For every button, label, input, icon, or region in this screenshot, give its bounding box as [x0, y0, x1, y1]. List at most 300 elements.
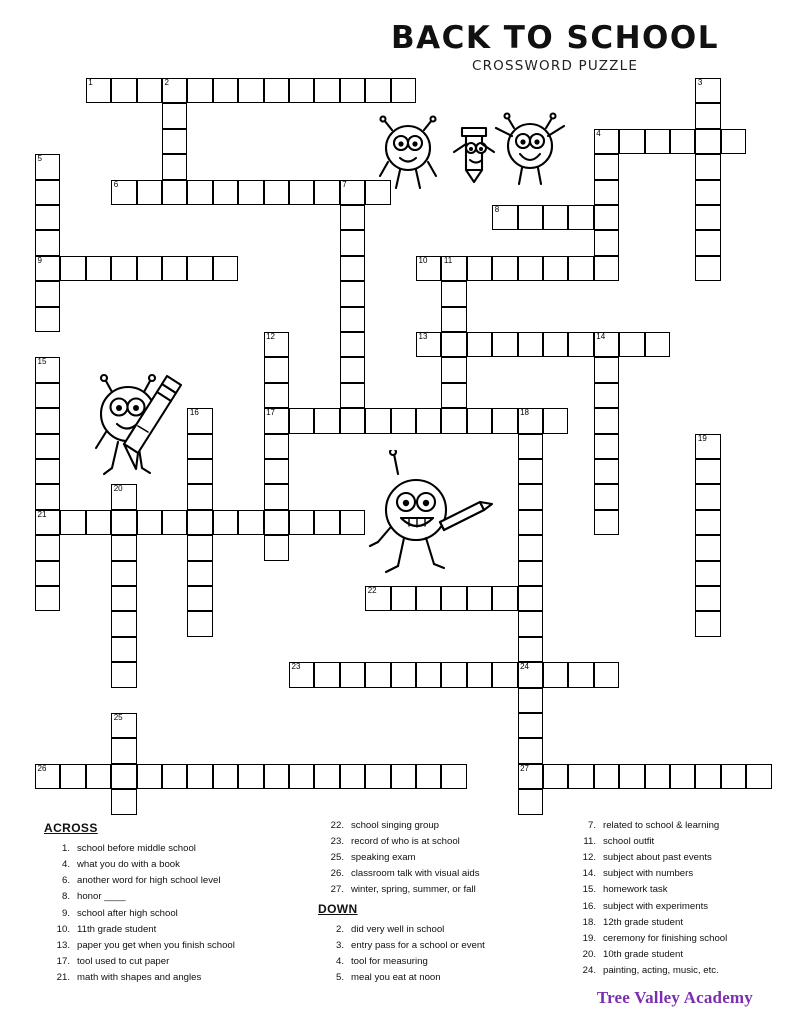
cell-number: 12	[266, 332, 275, 341]
crossword-cell[interactable]	[213, 78, 238, 103]
crossword-cell[interactable]	[518, 535, 543, 560]
crossword-cell[interactable]	[111, 180, 136, 205]
crossword-cell[interactable]	[543, 662, 568, 687]
crossword-cell[interactable]	[187, 611, 212, 636]
crossword-cell[interactable]	[594, 256, 619, 281]
crossword-cell[interactable]	[695, 129, 720, 154]
crossword-cell[interactable]	[238, 764, 263, 789]
crossword-cell[interactable]	[568, 662, 593, 687]
clue-item	[44, 889, 306, 905]
brand-label: Tree Valley Academy	[596, 988, 753, 1007]
crossword-cell[interactable]	[86, 510, 111, 535]
crossword-cell[interactable]	[594, 764, 619, 789]
clue-number: 20.	[582, 948, 596, 960]
clue-item	[44, 938, 306, 954]
crossword-cell[interactable]	[695, 764, 720, 789]
crossword-cell[interactable]	[289, 662, 314, 687]
crossword-cell[interactable]	[543, 764, 568, 789]
crossword-cell[interactable]	[467, 662, 492, 687]
crossword-cell[interactable]	[187, 78, 212, 103]
crossword-cell[interactable]	[594, 510, 619, 535]
clue-item	[570, 915, 791, 931]
crossword-cell[interactable]	[314, 662, 339, 687]
crossword-cell[interactable]	[340, 78, 365, 103]
crossword-cell[interactable]	[264, 180, 289, 205]
mascot-runner-icon	[368, 450, 498, 590]
crossword-cell[interactable]	[441, 764, 466, 789]
crossword-cell[interactable]	[365, 408, 390, 433]
crossword-cell[interactable]	[111, 535, 136, 560]
crossword-cell[interactable]	[111, 510, 136, 535]
crossword-cell[interactable]	[162, 180, 187, 205]
crossword-cell[interactable]	[518, 688, 543, 713]
clue-item	[570, 882, 791, 898]
clue-item	[570, 963, 791, 979]
clue-item	[44, 906, 306, 922]
crossword-cell[interactable]	[518, 611, 543, 636]
crossword-cell[interactable]	[314, 180, 339, 205]
crossword-cell[interactable]	[695, 205, 720, 230]
clue-text: painting, acting, music, etc.	[603, 964, 719, 976]
clue-item	[44, 841, 306, 857]
clue-column-1	[44, 818, 306, 986]
crossword-cell[interactable]	[289, 510, 314, 535]
crossword-cell[interactable]	[35, 307, 60, 332]
clue-text: entry pass for a school or event	[351, 939, 485, 951]
clue-number: 4.	[335, 955, 344, 967]
crossword-cell[interactable]	[35, 281, 60, 306]
crossword-cell[interactable]	[111, 662, 136, 687]
mascot-with-pencil-icon	[88, 366, 203, 501]
clue-number: 25.	[330, 852, 344, 864]
crossword-cell[interactable]	[264, 78, 289, 103]
crossword-cell[interactable]	[467, 332, 492, 357]
crossword-cell[interactable]	[594, 332, 619, 357]
clue-text: subject with numbers	[603, 868, 694, 880]
crossword-cell[interactable]	[60, 510, 85, 535]
crossword-cell[interactable]	[162, 510, 187, 535]
clue-item	[318, 866, 566, 882]
clue-number: 6.	[61, 875, 70, 887]
clue-text: homework task	[603, 884, 668, 896]
crossword-cell[interactable]	[594, 434, 619, 459]
crossword-cell[interactable]	[35, 764, 60, 789]
crossword-cell[interactable]	[441, 383, 466, 408]
cell-number: 3	[697, 78, 703, 87]
crossword-cell[interactable]	[314, 764, 339, 789]
crossword-cell[interactable]	[289, 180, 314, 205]
crossword-cell[interactable]	[695, 256, 720, 281]
crossword-cell[interactable]	[746, 764, 771, 789]
crossword-cell[interactable]	[264, 357, 289, 382]
crossword-cell[interactable]	[543, 408, 568, 433]
crossword-cell[interactable]	[35, 357, 60, 382]
crossword-cell[interactable]	[314, 78, 339, 103]
clue-number: 16.	[582, 900, 596, 912]
crossword-cell[interactable]	[416, 764, 441, 789]
crossword-cell[interactable]	[213, 180, 238, 205]
crossword-cell[interactable]	[594, 662, 619, 687]
crossword-cell[interactable]	[594, 459, 619, 484]
crossword-cell[interactable]	[111, 789, 136, 814]
crossword-cell[interactable]	[340, 180, 365, 205]
crossword-cell[interactable]	[543, 332, 568, 357]
clue-number: 1.	[61, 843, 70, 855]
crossword-cell[interactable]	[187, 764, 212, 789]
crossword-cell[interactable]	[340, 256, 365, 281]
crossword-cell[interactable]	[467, 408, 492, 433]
crossword-cell[interactable]	[365, 662, 390, 687]
clue-text: 12th grade student	[603, 916, 684, 928]
clue-text: honor ____	[77, 891, 126, 903]
crossword-cell[interactable]	[594, 484, 619, 509]
crossword-cell[interactable]	[238, 180, 263, 205]
crossword-cell[interactable]	[35, 154, 60, 179]
crossword-cell[interactable]	[264, 764, 289, 789]
clue-text: 11th grade student	[77, 923, 157, 935]
crossword-cell[interactable]	[492, 256, 517, 281]
cell-number: 4	[596, 128, 601, 138]
crossword-cell[interactable]	[365, 764, 390, 789]
crossword-cell[interactable]	[695, 230, 720, 255]
crossword-cell[interactable]	[518, 205, 543, 230]
crossword-cell[interactable]	[518, 434, 543, 459]
crossword-cell[interactable]	[289, 764, 314, 789]
crossword-cell[interactable]	[416, 256, 441, 281]
crossword-cell[interactable]	[518, 764, 543, 789]
crossword-cell[interactable]	[543, 256, 568, 281]
crossword-cell[interactable]	[35, 459, 60, 484]
cell-number: 6	[113, 179, 119, 189]
cell-number: 16	[189, 408, 199, 418]
crossword-cell[interactable]	[187, 586, 212, 611]
clue-number: 15.	[582, 884, 596, 896]
crossword-cell[interactable]	[264, 535, 289, 560]
crossword-cell[interactable]	[492, 205, 517, 230]
crossword-cell[interactable]	[314, 510, 339, 535]
clue-text: school before middle school	[77, 843, 196, 855]
cell-number: 5	[37, 154, 42, 164]
crossword-cell[interactable]	[264, 408, 289, 433]
crossword-cell[interactable]	[568, 205, 593, 230]
crossword-cell[interactable]	[264, 434, 289, 459]
crossword-cell[interactable]	[619, 332, 644, 357]
cell-number: 2	[164, 78, 169, 87]
crossword-cell[interactable]	[695, 586, 720, 611]
crossword-cell[interactable]	[340, 408, 365, 433]
crossword-cell[interactable]	[695, 484, 720, 509]
crossword-cell[interactable]	[289, 78, 314, 103]
clue-number: 22.	[330, 820, 344, 831]
crossword-cell[interactable]	[568, 256, 593, 281]
crossword-cell[interactable]	[594, 383, 619, 408]
crossword-cell[interactable]	[60, 256, 85, 281]
crossword-cell[interactable]	[35, 484, 60, 509]
crossword-cell[interactable]	[35, 510, 60, 535]
crossword-cell[interactable]	[695, 611, 720, 636]
clue-item	[44, 922, 306, 938]
crossword-cell[interactable]	[162, 154, 187, 179]
clue-number: 8.	[61, 891, 70, 903]
crossword-cell[interactable]	[518, 713, 543, 738]
crossword-cell[interactable]	[645, 764, 670, 789]
crossword-cell[interactable]	[162, 129, 187, 154]
cell-number: 10	[418, 255, 428, 265]
crossword-cell[interactable]	[340, 205, 365, 230]
clue-column-2	[318, 818, 566, 986]
crossword-cell[interactable]	[111, 738, 136, 763]
crossword-cell[interactable]	[467, 256, 492, 281]
cell-number: 26	[37, 763, 47, 773]
crossword-cell[interactable]	[645, 129, 670, 154]
crossword-cell[interactable]	[60, 764, 85, 789]
crossword-cell[interactable]	[213, 510, 238, 535]
crossword-cell[interactable]	[340, 307, 365, 332]
crossword-cell[interactable]	[518, 561, 543, 586]
crossword-cell[interactable]	[111, 637, 136, 662]
crossword-cell[interactable]	[441, 408, 466, 433]
crossword-cell[interactable]	[213, 764, 238, 789]
crossword-cell[interactable]	[594, 230, 619, 255]
clue-text: paper you get when you finish school	[77, 939, 235, 951]
crossword-cell[interactable]	[289, 408, 314, 433]
clue-text: tool for measuring	[351, 955, 428, 967]
crossword-cell[interactable]	[86, 78, 111, 103]
clue-text: another word for high school level	[77, 875, 221, 887]
crossword-cell[interactable]	[594, 129, 619, 154]
crossword-cell[interactable]	[162, 103, 187, 128]
cell-number: 19	[697, 433, 707, 443]
crossword-cell[interactable]	[35, 230, 60, 255]
crossword-cell[interactable]	[594, 408, 619, 433]
clue-text: school after high school	[77, 907, 178, 919]
crossword-cell[interactable]	[314, 408, 339, 433]
crossword-cell[interactable]	[492, 662, 517, 687]
clue-item	[318, 850, 566, 866]
crossword-cell[interactable]	[137, 78, 162, 103]
crossword-cell[interactable]	[35, 383, 60, 408]
cell-number: 1	[88, 78, 93, 87]
crossword-cell[interactable]	[543, 205, 568, 230]
crossword-cell[interactable]	[695, 434, 720, 459]
title-main: BACK TO SCHOOL	[391, 20, 719, 56]
clue-text: school outfit	[603, 836, 655, 848]
crossword-cell[interactable]	[264, 459, 289, 484]
crossword-cell[interactable]	[594, 357, 619, 382]
crossword-cell[interactable]	[518, 256, 543, 281]
crossword-cell[interactable]	[187, 535, 212, 560]
crossword-cell[interactable]	[670, 129, 695, 154]
crossword-cell[interactable]	[594, 205, 619, 230]
crossword-cell[interactable]	[187, 180, 212, 205]
crossword-cell[interactable]	[340, 383, 365, 408]
crossword-cell[interactable]	[340, 510, 365, 535]
clue-text: classroom talk with visual aids	[351, 868, 480, 880]
crossword-cell[interactable]	[238, 78, 263, 103]
crossword-cell[interactable]	[518, 662, 543, 687]
crossword-cell[interactable]	[391, 764, 416, 789]
crossword-cell[interactable]	[35, 535, 60, 560]
across-clues-part-2	[318, 818, 566, 899]
crossword-cell[interactable]	[35, 256, 60, 281]
crossword-cell[interactable]	[695, 561, 720, 586]
clue-number: 11.	[583, 836, 596, 848]
crossword-cell[interactable]	[518, 459, 543, 484]
cell-number: 13	[418, 332, 428, 341]
crossword-cell[interactable]	[111, 256, 136, 281]
clue-number: 12.	[582, 852, 596, 864]
crossword-cell[interactable]	[416, 332, 441, 357]
crossword-cell[interactable]	[111, 561, 136, 586]
crossword-cell[interactable]	[518, 637, 543, 662]
crossword-cell[interactable]	[568, 764, 593, 789]
clue-item	[570, 818, 791, 834]
cell-number: 24	[520, 662, 529, 672]
crossword-cell[interactable]	[111, 586, 136, 611]
crossword-cell[interactable]	[264, 510, 289, 535]
mascot-trio-icon	[370, 100, 570, 200]
cell-number: 21	[37, 509, 47, 519]
crossword-cell[interactable]	[340, 230, 365, 255]
crossword-cell[interactable]	[619, 129, 644, 154]
crossword-cell[interactable]	[645, 332, 670, 357]
crossword-cell[interactable]	[340, 281, 365, 306]
crossword-cell[interactable]	[264, 383, 289, 408]
crossword-cell[interactable]	[594, 154, 619, 179]
crossword-cell[interactable]	[695, 180, 720, 205]
crossword-cell[interactable]	[518, 408, 543, 433]
clue-text: record of who is at school	[351, 836, 460, 848]
crossword-cell[interactable]	[162, 256, 187, 281]
crossword-cell[interactable]	[137, 256, 162, 281]
crossword-cell[interactable]	[568, 332, 593, 357]
crossword-cell[interactable]	[492, 408, 517, 433]
clue-text: tool used to cut paper	[77, 955, 170, 967]
clue-number: 26.	[330, 868, 344, 880]
crossword-cell[interactable]	[162, 78, 187, 103]
crossword-cell[interactable]	[340, 357, 365, 382]
cell-number: 25	[113, 713, 123, 722]
crossword-cell[interactable]	[86, 256, 111, 281]
crossword-cell[interactable]	[35, 434, 60, 459]
crossword-cell[interactable]	[162, 764, 187, 789]
clue-number: 14.	[582, 868, 596, 880]
clue-item	[44, 873, 306, 889]
crossword-cell[interactable]	[441, 256, 466, 281]
down-clues-part-2	[570, 818, 791, 979]
crossword-cell[interactable]	[35, 561, 60, 586]
clue-item	[570, 866, 791, 882]
crossword-cell[interactable]	[111, 764, 136, 789]
crossword-cell[interactable]	[721, 129, 746, 154]
across-clues-part-1	[44, 841, 306, 986]
clue-item	[318, 938, 566, 954]
crossword-cell[interactable]	[111, 713, 136, 738]
crossword-cell[interactable]	[187, 256, 212, 281]
crossword-cell[interactable]	[137, 180, 162, 205]
crossword-cell[interactable]	[695, 535, 720, 560]
crossword-cell[interactable]	[721, 764, 746, 789]
crossword-cell[interactable]	[35, 180, 60, 205]
crossword-cell[interactable]	[518, 510, 543, 535]
clue-number: 27.	[330, 884, 344, 896]
crossword-cell[interactable]	[111, 78, 136, 103]
crossword-cell[interactable]	[441, 307, 466, 332]
clue-text: speaking exam	[351, 852, 416, 864]
crossword-cell[interactable]	[518, 332, 543, 357]
crossword-cell[interactable]	[518, 484, 543, 509]
crossword-cell[interactable]	[695, 459, 720, 484]
crossword-cell[interactable]	[187, 561, 212, 586]
clue-item	[570, 899, 791, 915]
clue-text: math with shapes and angles	[77, 972, 202, 984]
clue-text: winter, spring, summer, or fall	[351, 884, 476, 896]
crossword-cell[interactable]	[670, 764, 695, 789]
cell-number: 18	[520, 408, 529, 418]
crossword-cell[interactable]	[695, 510, 720, 535]
crossword-cell[interactable]	[594, 180, 619, 205]
clue-item	[318, 970, 566, 986]
crossword-cell[interactable]	[111, 611, 136, 636]
clue-number: 17.	[56, 955, 70, 967]
crossword-cell[interactable]	[416, 408, 441, 433]
crossword-cell[interactable]	[391, 408, 416, 433]
crossword-cell[interactable]	[86, 764, 111, 789]
crossword-cell[interactable]	[137, 764, 162, 789]
clue-text: related to school & learning	[603, 820, 720, 831]
crossword-cell[interactable]	[492, 332, 517, 357]
crossword-cell[interactable]	[416, 662, 441, 687]
crossword-cell[interactable]	[518, 586, 543, 611]
crossword-cell[interactable]	[35, 205, 60, 230]
cell-number: 20	[113, 484, 123, 494]
crossword-cell[interactable]	[441, 662, 466, 687]
down-clues-part-1	[318, 922, 566, 986]
crossword-cell[interactable]	[518, 738, 543, 763]
clue-number: 24.	[582, 964, 596, 976]
clue-text: subject about past events	[603, 852, 712, 864]
crossword-cell[interactable]	[441, 281, 466, 306]
clue-item	[318, 922, 566, 938]
crossword-cell[interactable]	[441, 332, 466, 357]
crossword-cell[interactable]	[213, 256, 238, 281]
crossword-cell[interactable]	[695, 103, 720, 128]
crossword-cell[interactable]	[238, 510, 263, 535]
crossword-cell[interactable]	[264, 484, 289, 509]
crossword-cell[interactable]	[619, 764, 644, 789]
clue-text: what you do with a book	[77, 859, 180, 871]
crossword-cell[interactable]	[340, 764, 365, 789]
crossword-cell[interactable]	[695, 154, 720, 179]
clue-text: 10th grade student	[603, 948, 684, 960]
crossword-cell[interactable]	[264, 332, 289, 357]
crossword-cell[interactable]	[441, 357, 466, 382]
cell-number: 14	[596, 332, 606, 341]
crossword-cell[interactable]	[518, 789, 543, 814]
clue-number: 9.	[61, 907, 70, 919]
crossword-cell[interactable]	[35, 408, 60, 433]
crossword-cell[interactable]	[187, 510, 212, 535]
clue-lists	[40, 818, 756, 984]
crossword-cell[interactable]	[340, 662, 365, 687]
crossword-cell[interactable]	[35, 586, 60, 611]
cell-number: 22	[367, 586, 377, 595]
cell-number: 27	[520, 763, 529, 773]
crossword-cell[interactable]	[695, 78, 720, 103]
crossword-cell[interactable]	[340, 332, 365, 357]
crossword-cell[interactable]	[391, 662, 416, 687]
crossword-cell[interactable]	[137, 510, 162, 535]
